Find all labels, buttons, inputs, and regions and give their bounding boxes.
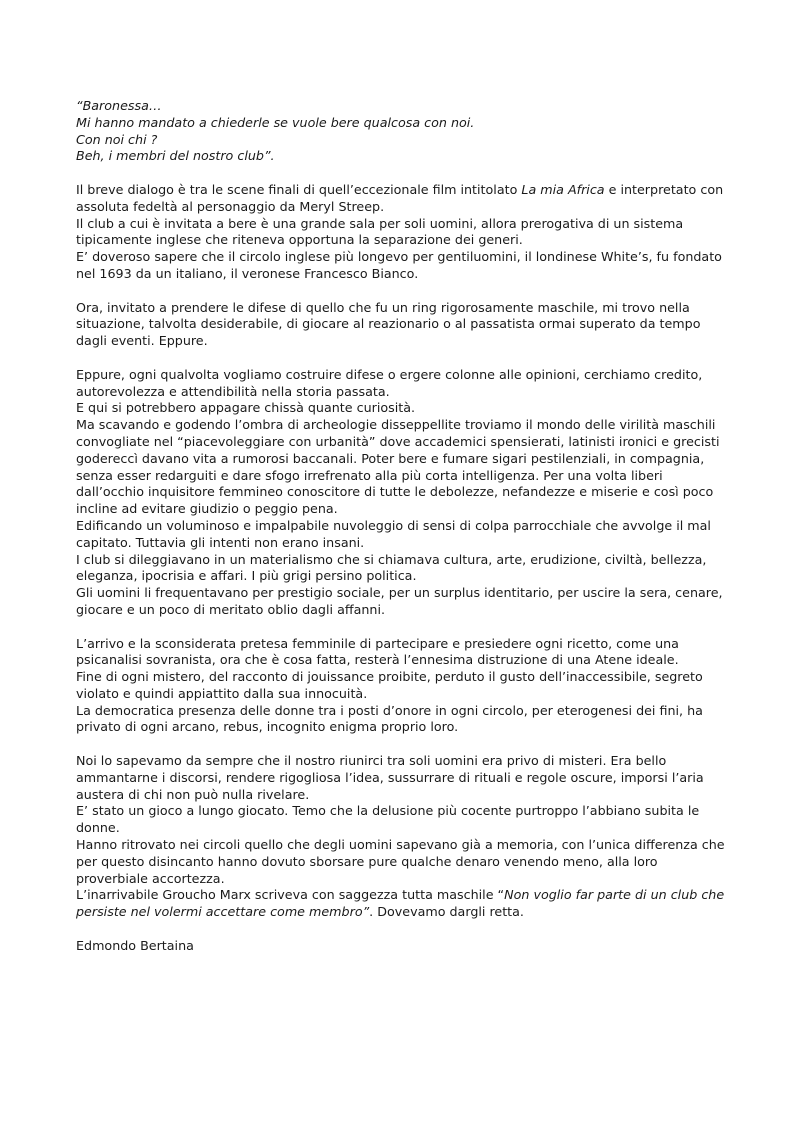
paragraph-4-sentence-1: L’arrivo e la sconsiderata pretesa femminile di partecipare e presiedere ogni ricetto, come una psicanalisi sovranista, ora che è cosa fatta, resterà l’ennesima distruzione di una Atene ideale. — [76, 635, 679, 668]
paragraph-5-sentence-3: Hanno ritrovato nei circoli quello che degli uomini sapevano già a memoria, con l’unica differenza che per questo disincanto hanno dovuto sborsare pure qualche denaro venendo meno, alla loro proverbiale accortezza. — [76, 837, 725, 886]
paragraph-3-sentence-4: Edificando un voluminoso e impalpabile nuvoleggio di sensi di colpa parrocchiale che avvolge il mal capitato. Tuttavia gli intenti non erano insani. — [76, 517, 711, 550]
opening-quote — [76, 98, 726, 165]
paragraph-3-sentence-2: E qui si potrebbero appagare chissà quante curiosità. — [76, 400, 416, 416]
paragraph-5-sentence-1: Noi lo sapevamo da sempre che il nostro riunirci tra soli uomini era privo di misteri. Era bello ammantarne i discorsi, rendere rigogliosa l’idea, sussurrare di rituali e regole oscure, imporsi l’aria austera di chi non può nulla rivelare. — [76, 753, 704, 802]
paragraph-5 — [76, 753, 726, 921]
paragraph-3-sentence-6: Gli uomini li frequentavano per prestigio sociale, per un surplus identitario, per uscire la sera, cenare, giocare e un poco di meritato oblio dagli affanni. — [76, 585, 723, 617]
paragraph-4-sentence-2: Fine di ogni mistero, del racconto di jouissance proibite, perduto il gusto dell’inaccessibile, segreto violato e quindi appiattito dalla sua innocuità. — [76, 669, 703, 701]
paragraph-4-sentence-3: La democratica presenza delle donne tra i posti d’onore in ogni circolo, per eterogenesi dei fini, ha privato di ogni arcano, rebus, incognito enigma proprio loro. — [76, 702, 703, 735]
paragraph-1-sentence-3: E’ doveroso sapere che il circolo inglese più longevo per gentiluomini, il londinese White’s, fu fondato nel 1693 da un italiano, il veronese Francesco Bianco. — [76, 249, 722, 281]
paragraph-3-sentence-5: I club si dileggiavano in un materialismo che si chiamava cultura, arte, erudizione, civiltà, bellezza, eleganza, ipocrisia e affari. I più grigi persino politica. — [76, 551, 707, 584]
paragraph-1-sentence-2: Il club a cui è invitata a bere è una grande sala per soli uomini, allora prerogativa di un sistema tipicamente inglese che riteneva opportuna la separazione dei generi. — [76, 215, 684, 248]
document-page — [76, 98, 726, 955]
paragraph-2 — [76, 300, 726, 350]
film-title: La mia Africa — [521, 181, 605, 197]
paragraph-2-sentence-1: Ora, invitato a prendere le difese di quello che fu un ring rigorosamente maschile, mi trovo nella situazione, talvolta desiderabile, di giocare al reazionario o al passatista ormai superato da tempo dagli eventi. Eppure. — [76, 299, 701, 349]
quote-line-4: Beh, i membri del nostro club”. — [76, 148, 275, 164]
paragraph-3-sentence-3: Ma scavando e godendo l’ombra di archeologie disseppellite troviamo il mondo delle virilità maschili convogliate nel “piacevoleggiare con urbanità” dove accademici spensierati, latinisti ironici e grecisti godereccì davano vita a rumorosi baccanali. Poter bere e fumare sigari pestilenziali, in compagnia, senza esser redarguiti e dare sfogo irrefrenato alla più corta intelligenza. Per una volta liberi dall’occhio inquisitore femmineo conoscitore di tutte le debolezze, nefandezze e miserie e così poco incline ad evitare giudizio o peggio pena. — [76, 417, 720, 517]
quote-line-2: Mi hanno mandato a chiederle se vuole bere qualcosa con noi. — [76, 114, 475, 130]
paragraph-3 — [76, 367, 726, 619]
paragraph-5-sentence-2: E’ stato un gioco a lungo giocato. Temo che la delusione più cocente purtroppo l’abbiano subita le donne. — [76, 803, 700, 836]
groucho-quote: Non voglio far parte di un club che persiste nel volermi accettare come membro” — [76, 887, 725, 920]
quote-line-3: Con noi chi ? — [76, 131, 158, 147]
quote-line-1: “Baronessa… — [76, 98, 162, 113]
author-signature: Edmondo Bertaina — [76, 937, 194, 953]
paragraph-4 — [76, 636, 726, 737]
paragraph-1-sentence-1: Il breve dialogo è tra le scene finali di quell’eccezionale film intitolato La mia Africa e interpretato con assoluta fedeltà al personaggio da Meryl Streep. — [76, 181, 724, 214]
paragraph-5-sentence-4: L’inarrivabile Groucho Marx scriveva con saggezza tutta maschile “Non voglio far parte di un club che persiste nel volermi accettare come membro”. Dovevamo dargli retta. — [76, 887, 725, 920]
paragraph-1 — [76, 182, 726, 283]
paragraph-3-sentence-1: Eppure, ogni qualvolta vogliamo costruire difese o ergere colonne alle opinioni, cerchiamo credito, autorevolezza e attendibilità nella storia passata. — [76, 366, 703, 399]
